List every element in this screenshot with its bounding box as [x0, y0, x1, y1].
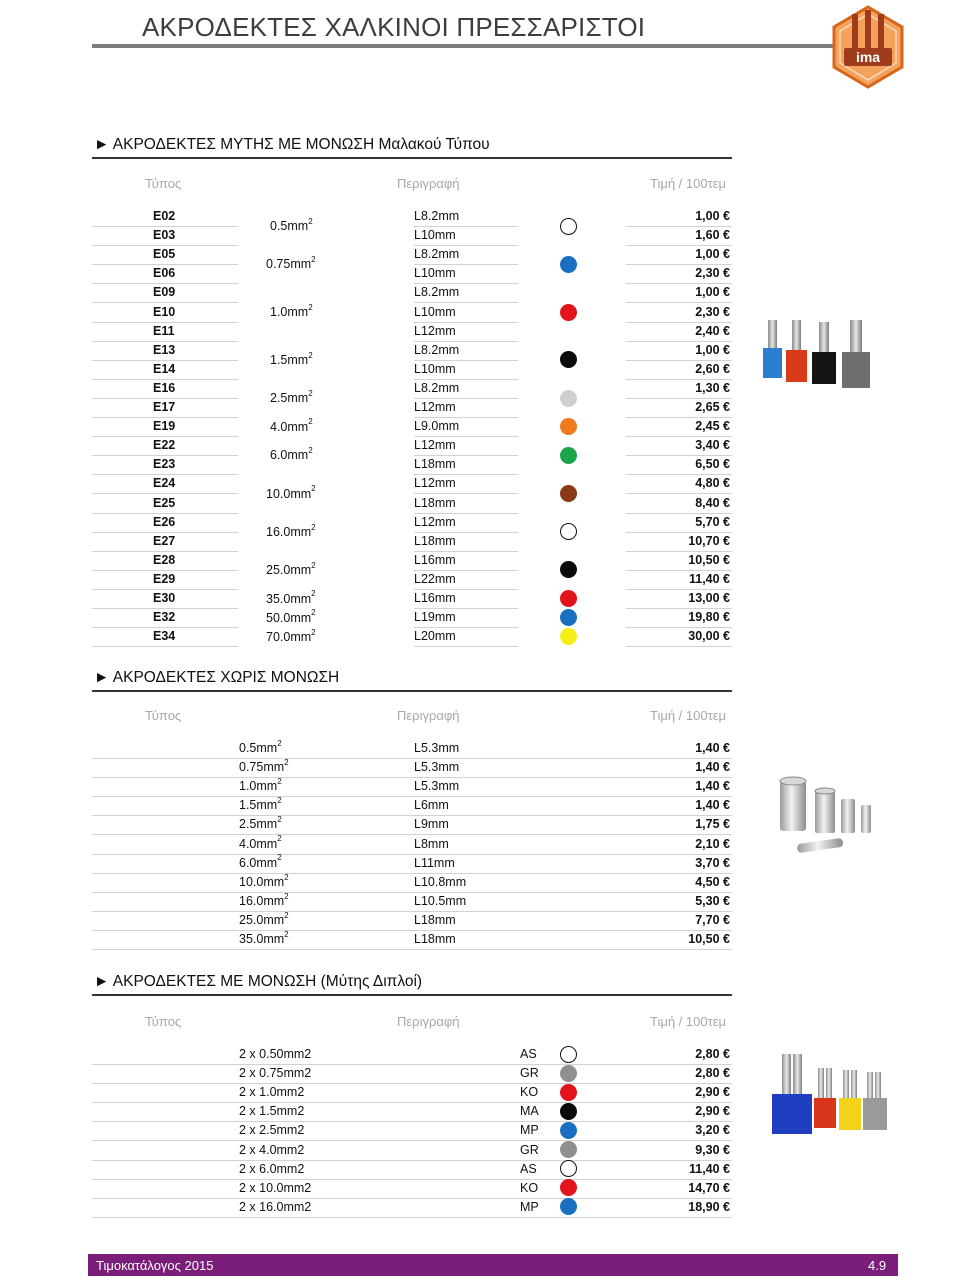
type-code: E34: [153, 629, 176, 644]
type-code: E32: [153, 610, 176, 625]
length-cell: L18mm: [414, 495, 456, 510]
row-divider: [92, 493, 238, 494]
column-header-description: Περιγραφή: [397, 176, 460, 191]
length-cell: L8.2mm: [414, 285, 460, 300]
price-cell: 3,40 €: [695, 438, 730, 453]
column-header-price: Τιμή / 100τεμ: [650, 176, 727, 191]
row-divider: [414, 379, 518, 380]
row-divider: [92, 1083, 732, 1084]
row-divider: [626, 474, 732, 475]
length-cell: L22mm: [414, 571, 456, 586]
row-divider: [626, 513, 732, 514]
price-cell: 5,70 €: [695, 514, 730, 529]
row-divider: [92, 815, 732, 816]
price-cell: 2,90 €: [695, 1085, 730, 1100]
row-divider: [92, 417, 238, 418]
type-code: E05: [153, 247, 176, 262]
length-cell: L10mm: [414, 361, 456, 376]
row-divider: [92, 834, 732, 835]
row-divider: [92, 796, 732, 797]
color-dot: [560, 351, 577, 368]
row-divider: [92, 513, 238, 514]
row-divider: [92, 1160, 732, 1161]
price-cell: 6,50 €: [695, 457, 730, 472]
wire-size-cell: $10.0mm^2$: [266, 484, 316, 501]
price-cell: 9,30 €: [695, 1142, 730, 1157]
row-divider: [626, 341, 732, 342]
color-code: GR: [520, 1142, 539, 1157]
type-code: E13: [153, 342, 176, 357]
row-divider: [92, 283, 238, 284]
type-code: E24: [153, 476, 176, 491]
twin-description: 2 x 10.0mm2: [239, 1180, 312, 1195]
column-header-type: Τύπος: [145, 708, 182, 723]
price-cell: 2,10 €: [695, 836, 730, 851]
wire-size-cell: $1.5mm^2$: [239, 796, 282, 813]
twin-description: 2 x 1.5mm2: [239, 1104, 305, 1119]
color-dot: [560, 418, 577, 435]
row-divider: [92, 758, 732, 759]
price-cell: 2,60 €: [695, 361, 730, 376]
row-divider: [92, 360, 238, 361]
wire-size-cell: $6.0mm^2$: [270, 446, 313, 463]
row-divider: [626, 551, 732, 552]
row-divider: [414, 513, 518, 514]
length-cell: L12mm: [414, 476, 456, 491]
price-cell: 2,40 €: [695, 323, 730, 338]
price-cell: 2,65 €: [695, 400, 730, 414]
color-dot: [560, 218, 577, 235]
wire-size-cell: $1.5mm^2$: [270, 350, 313, 367]
row-divider: [414, 398, 518, 399]
row-divider: [92, 627, 238, 628]
row-divider: [626, 455, 732, 456]
color-dot: [560, 1065, 577, 1082]
price-cell: 2,30 €: [695, 304, 730, 319]
type-code: E11: [153, 323, 175, 338]
color-dot: [560, 1198, 577, 1215]
row-divider: [92, 911, 732, 912]
price-cell: 2,45 €: [695, 419, 730, 434]
length-cell: L10.8mm: [414, 874, 467, 889]
length-cell: L18mm: [414, 932, 456, 946]
price-cell: 2,80 €: [695, 1066, 730, 1081]
wire-size-cell: $0.5mm^2$: [270, 216, 313, 234]
price-cell: 1,00 €: [695, 285, 730, 300]
color-dot: [560, 609, 577, 626]
row-divider: [92, 1140, 732, 1141]
row-divider: [92, 551, 238, 552]
row-divider: [92, 341, 238, 342]
length-cell: L16mm: [414, 591, 456, 605]
type-code: E02: [153, 209, 176, 223]
color-code: KO: [520, 1180, 539, 1195]
price-cell: 5,30 €: [695, 893, 730, 908]
wire-size-cell: $0.5mm^2$: [239, 738, 282, 755]
color-dot: [560, 1122, 577, 1139]
column-header-description: Περιγραφή: [397, 1014, 460, 1029]
price-cell: 10,50 €: [688, 552, 730, 567]
price-cell: 2,90 €: [695, 1104, 730, 1119]
price-cell: 14,70 €: [688, 1180, 730, 1195]
length-cell: L10.5mm: [414, 893, 467, 908]
price-cell: 7,70 €: [695, 912, 730, 927]
color-dot: [560, 590, 577, 607]
row-divider: [626, 589, 732, 590]
wire-size-cell: $16.0mm^2$: [266, 522, 316, 539]
row-divider: [92, 1121, 732, 1122]
color-code: MP: [520, 1123, 539, 1138]
row-divider: [414, 417, 518, 418]
price-cell: 11,40 €: [688, 571, 730, 586]
color-dot: [560, 1141, 577, 1158]
price-cell: 1,00 €: [695, 342, 730, 357]
length-cell: L12mm: [414, 438, 456, 453]
price-cell: 19,80 €: [688, 610, 730, 625]
row-divider: [92, 949, 732, 950]
color-dot: [560, 390, 577, 407]
price-cell: 8,40 €: [695, 495, 730, 510]
type-code: E27: [153, 533, 176, 548]
page-title: ΑΚΡΟΔΕΚΤΕΣ ΧΑΛΚΙΝΟΙ ΠΡΕΣΣΑΡΙΣΤΟΙ: [142, 12, 646, 42]
length-cell: L8.2mm: [414, 209, 460, 223]
row-divider: [92, 226, 238, 227]
insulated-ferrules-photo: [760, 318, 886, 390]
type-code: E30: [153, 591, 176, 605]
price-cell: 1,40 €: [695, 760, 730, 775]
row-divider: [626, 417, 732, 418]
row-divider: [626, 360, 732, 361]
wire-size-cell: $16.0mm^2$: [239, 891, 289, 908]
row-divider: [92, 532, 238, 533]
price-cell: 10,50 €: [688, 932, 730, 946]
length-cell: L5.3mm: [414, 779, 460, 794]
length-cell: L10mm: [414, 266, 456, 281]
color-dot: [560, 561, 577, 578]
twin-description: 2 x 0.50mm2: [239, 1047, 312, 1061]
type-code: E28: [153, 552, 176, 567]
twin-description: 2 x 16.0mm2: [239, 1199, 312, 1214]
color-dot: [560, 1160, 577, 1177]
wire-size-cell: $50.0mm^2$: [266, 608, 316, 625]
section-rule: [92, 157, 732, 159]
row-divider: [92, 892, 732, 893]
row-divider: [414, 302, 518, 303]
row-divider: [626, 532, 732, 533]
length-cell: L12mm: [414, 323, 456, 338]
price-cell: 1,60 €: [695, 228, 730, 243]
wire-size-cell: $6.0mm^2$: [239, 853, 282, 870]
price-cell: 1,40 €: [695, 741, 730, 755]
row-divider: [414, 646, 518, 647]
section-rule: [92, 690, 732, 692]
row-divider: [92, 245, 238, 246]
row-divider: [92, 436, 238, 437]
row-divider: [414, 436, 518, 437]
wire-size-cell: $1.0mm^2$: [270, 302, 313, 320]
type-code: E09: [153, 285, 176, 300]
wire-size-cell: $10.0mm^2$: [239, 872, 289, 889]
row-divider: [92, 854, 732, 855]
type-code: E22: [153, 438, 176, 453]
section-heading-uninsulated: ► ΑΚΡΟΔΕΚΤΕΣ ΧΩΡΙΣ ΜΟΝΩΣΗ: [94, 669, 340, 686]
row-divider: [92, 930, 732, 931]
price-cell: 2,80 €: [695, 1047, 730, 1061]
length-cell: L8mm: [414, 836, 449, 851]
price-cell: 4,80 €: [695, 476, 730, 491]
price-cell: 1,75 €: [695, 817, 730, 832]
row-divider: [414, 322, 518, 323]
price-cell: 1,40 €: [695, 779, 730, 794]
price-cell: 4,50 €: [695, 874, 730, 889]
row-divider: [92, 322, 238, 323]
color-dot: [560, 523, 577, 540]
length-cell: L6mm: [414, 798, 449, 813]
color-code: AS: [520, 1161, 537, 1176]
row-divider: [414, 283, 518, 284]
section-rule: [92, 994, 732, 996]
column-header-price: Τιμή / 100τεμ: [650, 1014, 727, 1029]
length-cell: L12mm: [414, 400, 456, 414]
row-divider: [626, 493, 732, 494]
length-cell: L12mm: [414, 514, 456, 529]
type-code: E29: [153, 571, 176, 586]
uninsulated-ferrules-photo: [775, 775, 885, 857]
row-divider: [92, 608, 238, 609]
row-divider: [414, 627, 518, 628]
row-divider: [626, 302, 732, 303]
wire-size-cell: $0.75mm^2$: [266, 255, 316, 272]
wire-size-cell: $25.0mm^2$: [239, 910, 289, 927]
twin-description: 2 x 4.0mm2: [239, 1142, 305, 1157]
row-divider: [626, 226, 732, 227]
row-divider: [414, 589, 518, 590]
color-code: GR: [520, 1066, 539, 1081]
color-dot: [560, 485, 577, 502]
price-cell: 11,40 €: [688, 1161, 730, 1176]
color-code: MA: [520, 1104, 539, 1119]
wire-size-cell: $2.5mm^2$: [239, 815, 282, 832]
row-divider: [626, 646, 732, 647]
column-header-price: Τιμή / 100τεμ: [650, 708, 727, 723]
twin-description: 2 x 0.75mm2: [239, 1066, 312, 1081]
row-divider: [92, 589, 238, 590]
row-divider: [626, 379, 732, 380]
price-cell: 13,00 €: [688, 591, 730, 605]
color-dot: [560, 304, 577, 321]
wire-size-cell: $35.0mm^2$: [266, 589, 316, 606]
price-cell: 3,70 €: [695, 855, 730, 870]
row-divider: [92, 379, 238, 380]
length-cell: L18mm: [414, 533, 456, 548]
row-divider: [92, 570, 238, 571]
row-divider: [414, 532, 518, 533]
length-cell: L11mm: [414, 855, 455, 870]
length-cell: L10mm: [414, 228, 456, 243]
price-cell: 1,40 €: [695, 798, 730, 813]
row-divider: [92, 398, 238, 399]
footer-page-number: 4.9: [868, 1258, 887, 1273]
twin-description: 2 x 1.0mm2: [239, 1085, 305, 1100]
section-heading-twin: ► ΑΚΡΟΔΕΚΤΕΣ ΜΕ ΜΟΝΩΣΗ (Μύτης Διπλοί): [94, 973, 423, 990]
color-code: MP: [520, 1199, 539, 1214]
row-divider: [414, 570, 518, 571]
length-cell: L19mm: [414, 610, 456, 625]
column-header-description: Περιγραφή: [397, 708, 460, 723]
row-divider: [626, 570, 732, 571]
length-cell: L9.0mm: [414, 419, 460, 434]
color-dot: [560, 256, 577, 273]
row-divider: [414, 245, 518, 246]
twin-description: 2 x 6.0mm2: [239, 1161, 305, 1176]
color-dot: [560, 1046, 577, 1063]
row-divider: [414, 474, 518, 475]
footer-catalog-label: Τιμοκατάλογος 2015: [96, 1258, 214, 1273]
section-heading-insulated: ► ΑΚΡΟΔΕΚΤΕΣ ΜΥΤΗΣ ΜΕ ΜΟΝΩΣΗ Μαλακού Τύπου: [94, 136, 490, 153]
length-cell: L8.2mm: [414, 247, 460, 262]
twin-description: 2 x 2.5mm2: [239, 1123, 305, 1138]
price-cell: 1,00 €: [695, 209, 730, 223]
price-cell: 1,00 €: [695, 247, 730, 262]
row-divider: [92, 302, 238, 303]
row-divider: [92, 474, 238, 475]
row-divider: [626, 283, 732, 284]
type-code: E06: [153, 266, 176, 281]
wire-size-cell: $4.0mm^2$: [270, 417, 313, 434]
row-divider: [92, 873, 732, 874]
length-cell: L9mm: [414, 817, 449, 832]
wire-size-cell: $25.0mm^2$: [266, 560, 316, 577]
column-header-type: Τύπος: [145, 176, 182, 191]
type-code: E25: [153, 495, 176, 510]
twin-ferrules-photo: [768, 1052, 894, 1138]
row-divider: [414, 493, 518, 494]
row-divider: [626, 608, 732, 609]
row-divider: [92, 1102, 732, 1103]
row-divider: [626, 436, 732, 437]
length-cell: L16mm: [414, 552, 456, 567]
row-divider: [414, 551, 518, 552]
color-dot: [560, 1103, 577, 1120]
color-dot: [560, 628, 577, 645]
wire-size-cell: $2.5mm^2$: [270, 388, 313, 405]
row-divider: [414, 608, 518, 609]
row-divider: [626, 322, 732, 323]
price-cell: 1,30 €: [695, 380, 730, 395]
type-code: E17: [153, 400, 176, 414]
row-divider: [414, 226, 518, 227]
color-code: KO: [520, 1085, 539, 1100]
price-cell: 10,70 €: [688, 533, 730, 548]
type-code: E23: [153, 457, 176, 472]
length-cell: L10mm: [414, 304, 456, 319]
wire-size-cell: $35.0mm^2$: [239, 929, 289, 946]
length-cell: L5.3mm: [414, 741, 460, 755]
row-divider: [414, 360, 518, 361]
price-cell: 18,90 €: [688, 1199, 730, 1214]
row-divider: [414, 264, 518, 265]
type-code: E10: [153, 304, 176, 319]
color-dot: [560, 1084, 577, 1101]
ima-logo: [830, 4, 906, 90]
wire-size-cell: $1.0mm^2$: [239, 777, 282, 794]
type-code: E16: [153, 380, 176, 395]
row-divider: [626, 627, 732, 628]
length-cell: L18mm: [414, 912, 456, 927]
row-divider: [92, 1217, 732, 1218]
row-divider: [92, 455, 238, 456]
price-cell: 2,30 €: [695, 266, 730, 281]
type-code: E03: [153, 228, 176, 243]
length-cell: L18mm: [414, 457, 456, 472]
length-cell: L20mm: [414, 629, 456, 644]
row-divider: [92, 1064, 732, 1065]
price-cell: 3,20 €: [695, 1123, 730, 1138]
row-divider: [92, 1179, 732, 1180]
type-code: E14: [153, 361, 176, 376]
wire-size-cell: $4.0mm^2$: [239, 834, 282, 851]
length-cell: L8.2mm: [414, 342, 460, 357]
type-code: E26: [153, 514, 176, 529]
row-divider: [92, 264, 238, 265]
row-divider: [626, 398, 732, 399]
row-divider: [92, 1198, 732, 1199]
logo-text: ima: [855, 49, 881, 65]
column-header-type: Τύπος: [145, 1014, 182, 1029]
row-divider: [92, 777, 732, 778]
row-divider: [414, 455, 518, 456]
type-code: E19: [153, 419, 176, 434]
color-code: AS: [520, 1047, 537, 1061]
price-cell: 30,00 €: [688, 629, 730, 644]
color-dot: [560, 447, 577, 464]
wire-size-cell: $70.0mm^2$: [266, 627, 316, 644]
wire-size-cell: $0.75mm^2$: [239, 757, 289, 775]
row-divider: [414, 341, 518, 342]
title-rule: [92, 44, 834, 48]
row-divider: [626, 264, 732, 265]
length-cell: L8.2mm: [414, 380, 460, 395]
row-divider: [92, 646, 238, 647]
length-cell: L5.3mm: [414, 760, 460, 775]
color-dot: [560, 1179, 577, 1196]
row-divider: [626, 245, 732, 246]
